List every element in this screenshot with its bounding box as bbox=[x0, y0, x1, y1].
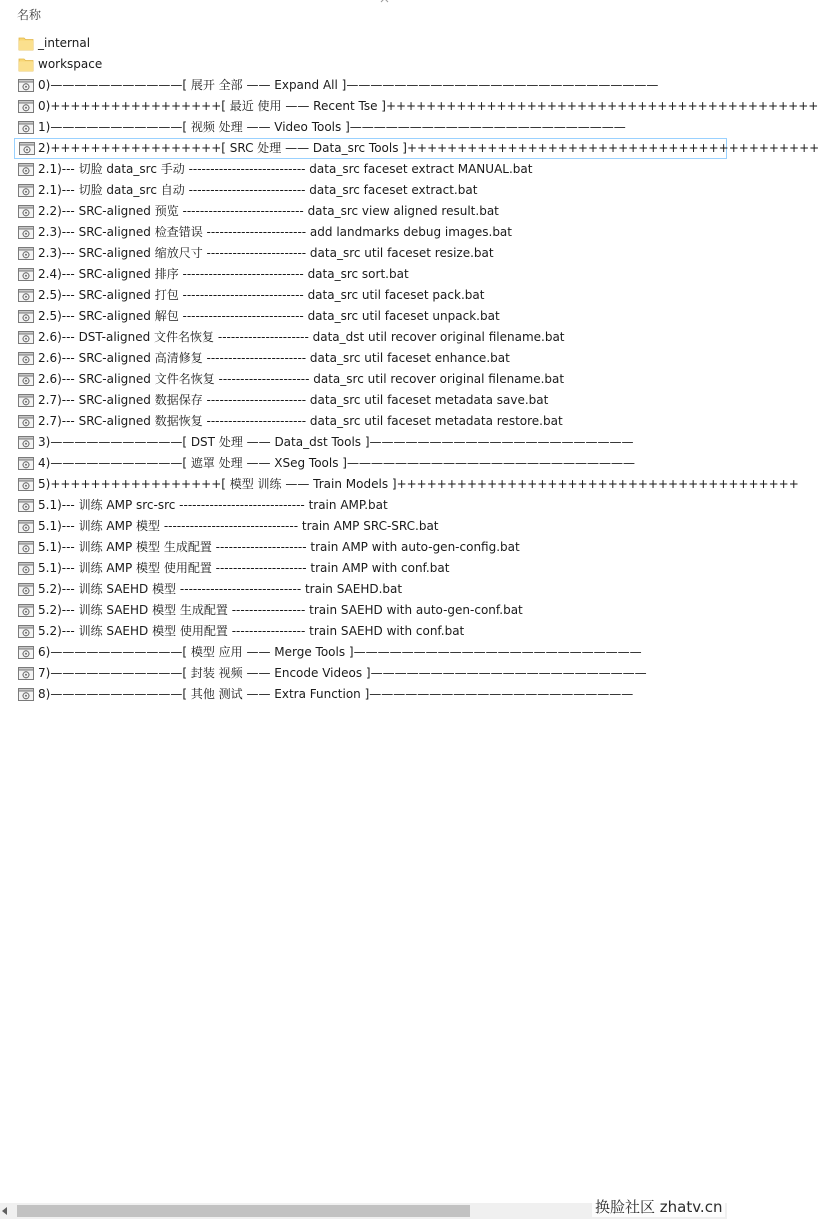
file-row[interactable] bbox=[0, 243, 727, 264]
file-name: 2.1)--- 切脸 data_src 手动 --------------------------- data_src faceset extract MANUAL.bat bbox=[38, 162, 533, 176]
file-list bbox=[0, 33, 819, 705]
batch-file-icon bbox=[18, 267, 34, 282]
batch-file-icon bbox=[18, 666, 34, 681]
scrollbar-thumb[interactable] bbox=[17, 1205, 470, 1217]
sort-ascending-icon bbox=[380, 0, 389, 5]
file-row[interactable] bbox=[0, 579, 727, 600]
file-name: 5.2)--- 训练 SAEHD 模型 生成配置 ----------------- train SAEHD with auto-gen-conf.bat bbox=[38, 603, 523, 617]
batch-file-icon bbox=[18, 246, 34, 261]
file-row[interactable] bbox=[0, 432, 727, 453]
file-row[interactable] bbox=[0, 621, 727, 642]
file-row[interactable] bbox=[0, 369, 727, 390]
batch-file-icon bbox=[18, 456, 34, 471]
file-row[interactable] bbox=[0, 411, 727, 432]
folder-row-internal[interactable] bbox=[0, 33, 727, 54]
file-name: 2.4)--- SRC-aligned 排序 ---------------------------- data_src sort.bat bbox=[38, 267, 409, 281]
file-row[interactable] bbox=[0, 663, 727, 684]
file-name: 2.6)--- SRC-aligned 高清修复 ----------------------- data_src util faceset enhance.bat bbox=[38, 351, 510, 365]
batch-file-icon bbox=[18, 603, 34, 618]
file-name: 2.1)--- 切脸 data_src 自动 --------------------------- data_src faceset extract.bat bbox=[38, 183, 478, 197]
file-name: 2.2)--- SRC-aligned 预览 ---------------------------- data_src view aligned result.bat bbox=[38, 204, 499, 218]
batch-file-icon bbox=[19, 141, 35, 156]
file-row[interactable] bbox=[0, 600, 727, 621]
batch-file-icon bbox=[18, 477, 34, 492]
file-row[interactable] bbox=[0, 642, 727, 663]
file-name: 3)———————————[ DST 处理 —— Data_dst Tools ]—————————————————————— bbox=[38, 435, 634, 449]
batch-file-icon bbox=[18, 540, 34, 555]
file-name: 8)———————————[ 其他 测试 —— Extra Function ]—————————————————————— bbox=[38, 687, 634, 701]
batch-file-icon bbox=[18, 372, 34, 387]
file-row[interactable] bbox=[0, 180, 727, 201]
file-name: 2.3)--- SRC-aligned 缩放尺寸 ----------------------- data_src util faceset resize.bat bbox=[38, 246, 494, 260]
batch-file-icon bbox=[18, 330, 34, 345]
file-name: 2.7)--- SRC-aligned 数据保存 ----------------------- data_src util faceset metadata save.bat bbox=[38, 393, 549, 407]
file-row[interactable] bbox=[0, 453, 727, 474]
batch-file-icon bbox=[18, 120, 34, 135]
file-name: 5.1)--- 训练 AMP src-src ----------------------------- train AMP.bat bbox=[38, 498, 388, 512]
folder-row-workspace[interactable] bbox=[0, 54, 727, 75]
batch-file-icon bbox=[18, 435, 34, 450]
batch-file-icon bbox=[18, 183, 34, 198]
file-row[interactable] bbox=[0, 684, 727, 705]
file-name: 5.1)--- 训练 AMP 模型 ------------------------------- train AMP SRC-SRC.bat bbox=[38, 519, 439, 533]
file-name: 5.1)--- 训练 AMP 模型 生成配置 --------------------- train AMP with auto-gen-config.bat bbox=[38, 540, 520, 554]
column-header bbox=[0, 0, 727, 28]
file-name: 0)+++++++++++++++++[ 最近 使用 —— Recent Tse ]+++++++++++++++++++++++++++++++++++++++++++ bbox=[38, 99, 819, 113]
watermark: 换脸社区 zhatv.cn bbox=[592, 1196, 725, 1217]
file-name: 5.2)--- 训练 SAEHD 模型 ---------------------------- train SAEHD.bat bbox=[38, 582, 403, 596]
file-row[interactable] bbox=[0, 285, 727, 306]
scroll-left-arrow-icon[interactable] bbox=[2, 1207, 7, 1215]
file-name: 2.5)--- SRC-aligned 解包 ---------------------------- data_src util faceset unpack.bat bbox=[38, 309, 500, 323]
file-row[interactable] bbox=[0, 75, 727, 96]
file-name: 5.2)--- 训练 SAEHD 模型 使用配置 ----------------- train SAEHD with conf.bat bbox=[38, 624, 465, 638]
file-name: 2)+++++++++++++++++[ SRC 处理 —— Data_src Tools ]+++++++++++++++++++++++++++++++++++++++++ bbox=[38, 141, 819, 155]
file-name: 2.7)--- SRC-aligned 数据恢复 ----------------------- data_src util faceset metadata restore.bat bbox=[38, 414, 563, 428]
batch-file-icon bbox=[18, 78, 34, 93]
batch-file-icon bbox=[18, 225, 34, 240]
batch-file-icon bbox=[18, 498, 34, 513]
batch-file-icon bbox=[18, 645, 34, 660]
file-row[interactable] bbox=[0, 474, 799, 495]
file-row[interactable] bbox=[0, 306, 727, 327]
batch-file-icon bbox=[18, 204, 34, 219]
file-name: 7)———————————[ 封装 视频 —— Encode Videos ]——————————————————————— bbox=[38, 666, 647, 680]
file-name: 6)———————————[ 模型 应用 —— Merge Tools ]———————————————————————— bbox=[38, 645, 642, 659]
file-name: 2.6)--- SRC-aligned 文件名恢复 --------------------- data_src util recover original filename.bat bbox=[38, 372, 565, 386]
file-name: 2.3)--- SRC-aligned 检查错误 ----------------------- add landmarks debug images.bat bbox=[38, 225, 512, 239]
folder-icon bbox=[18, 57, 34, 72]
file-row[interactable] bbox=[0, 516, 727, 537]
file-row[interactable] bbox=[14, 138, 819, 159]
batch-file-icon bbox=[18, 519, 34, 534]
file-row[interactable] bbox=[0, 96, 819, 117]
batch-file-icon bbox=[18, 99, 34, 114]
file-row[interactable] bbox=[0, 348, 727, 369]
folder-name: workspace bbox=[38, 57, 103, 71]
file-name: 5)+++++++++++++++++[ 模型 训练 —— Train Models ]++++++++++++++++++++++++++++++++++++++++ bbox=[38, 477, 799, 491]
batch-file-icon bbox=[18, 582, 34, 597]
file-row[interactable] bbox=[0, 159, 727, 180]
file-name: 1)———————————[ 视频 处理 —— Video Tools ]——————————————————————— bbox=[38, 120, 626, 134]
file-name: 0)———————————[ 展开 全部 —— Expand All ]—————————————————————————— bbox=[38, 78, 659, 92]
file-row[interactable] bbox=[0, 390, 727, 411]
batch-file-icon bbox=[18, 288, 34, 303]
batch-file-icon bbox=[18, 414, 34, 429]
batch-file-icon bbox=[18, 162, 34, 177]
batch-file-icon bbox=[18, 687, 34, 702]
file-name: 2.5)--- SRC-aligned 打包 ---------------------------- data_src util faceset pack.bat bbox=[38, 288, 485, 302]
batch-file-icon bbox=[18, 561, 34, 576]
file-row[interactable] bbox=[0, 264, 727, 285]
file-name: 5.1)--- 训练 AMP 模型 使用配置 --------------------- train AMP with conf.bat bbox=[38, 561, 450, 575]
column-header-name[interactable]: 名称 bbox=[17, 8, 42, 22]
batch-file-icon bbox=[18, 351, 34, 366]
folder-icon bbox=[18, 36, 34, 51]
file-name: 4)———————————[ 遮罩 处理 —— XSeg Tools ]———————————————————————— bbox=[38, 456, 635, 470]
file-row[interactable] bbox=[0, 537, 727, 558]
batch-file-icon bbox=[18, 309, 34, 324]
file-row[interactable] bbox=[0, 558, 727, 579]
folder-name: _internal bbox=[38, 36, 91, 50]
batch-file-icon bbox=[18, 624, 34, 639]
file-row[interactable] bbox=[0, 201, 727, 222]
file-row[interactable] bbox=[0, 222, 727, 243]
file-row[interactable] bbox=[0, 327, 727, 348]
file-name: 2.6)--- DST-aligned 文件名恢复 --------------------- data_dst util recover original filename.bat bbox=[38, 330, 565, 344]
file-row[interactable] bbox=[0, 117, 727, 138]
file-row[interactable] bbox=[0, 495, 727, 516]
batch-file-icon bbox=[18, 393, 34, 408]
